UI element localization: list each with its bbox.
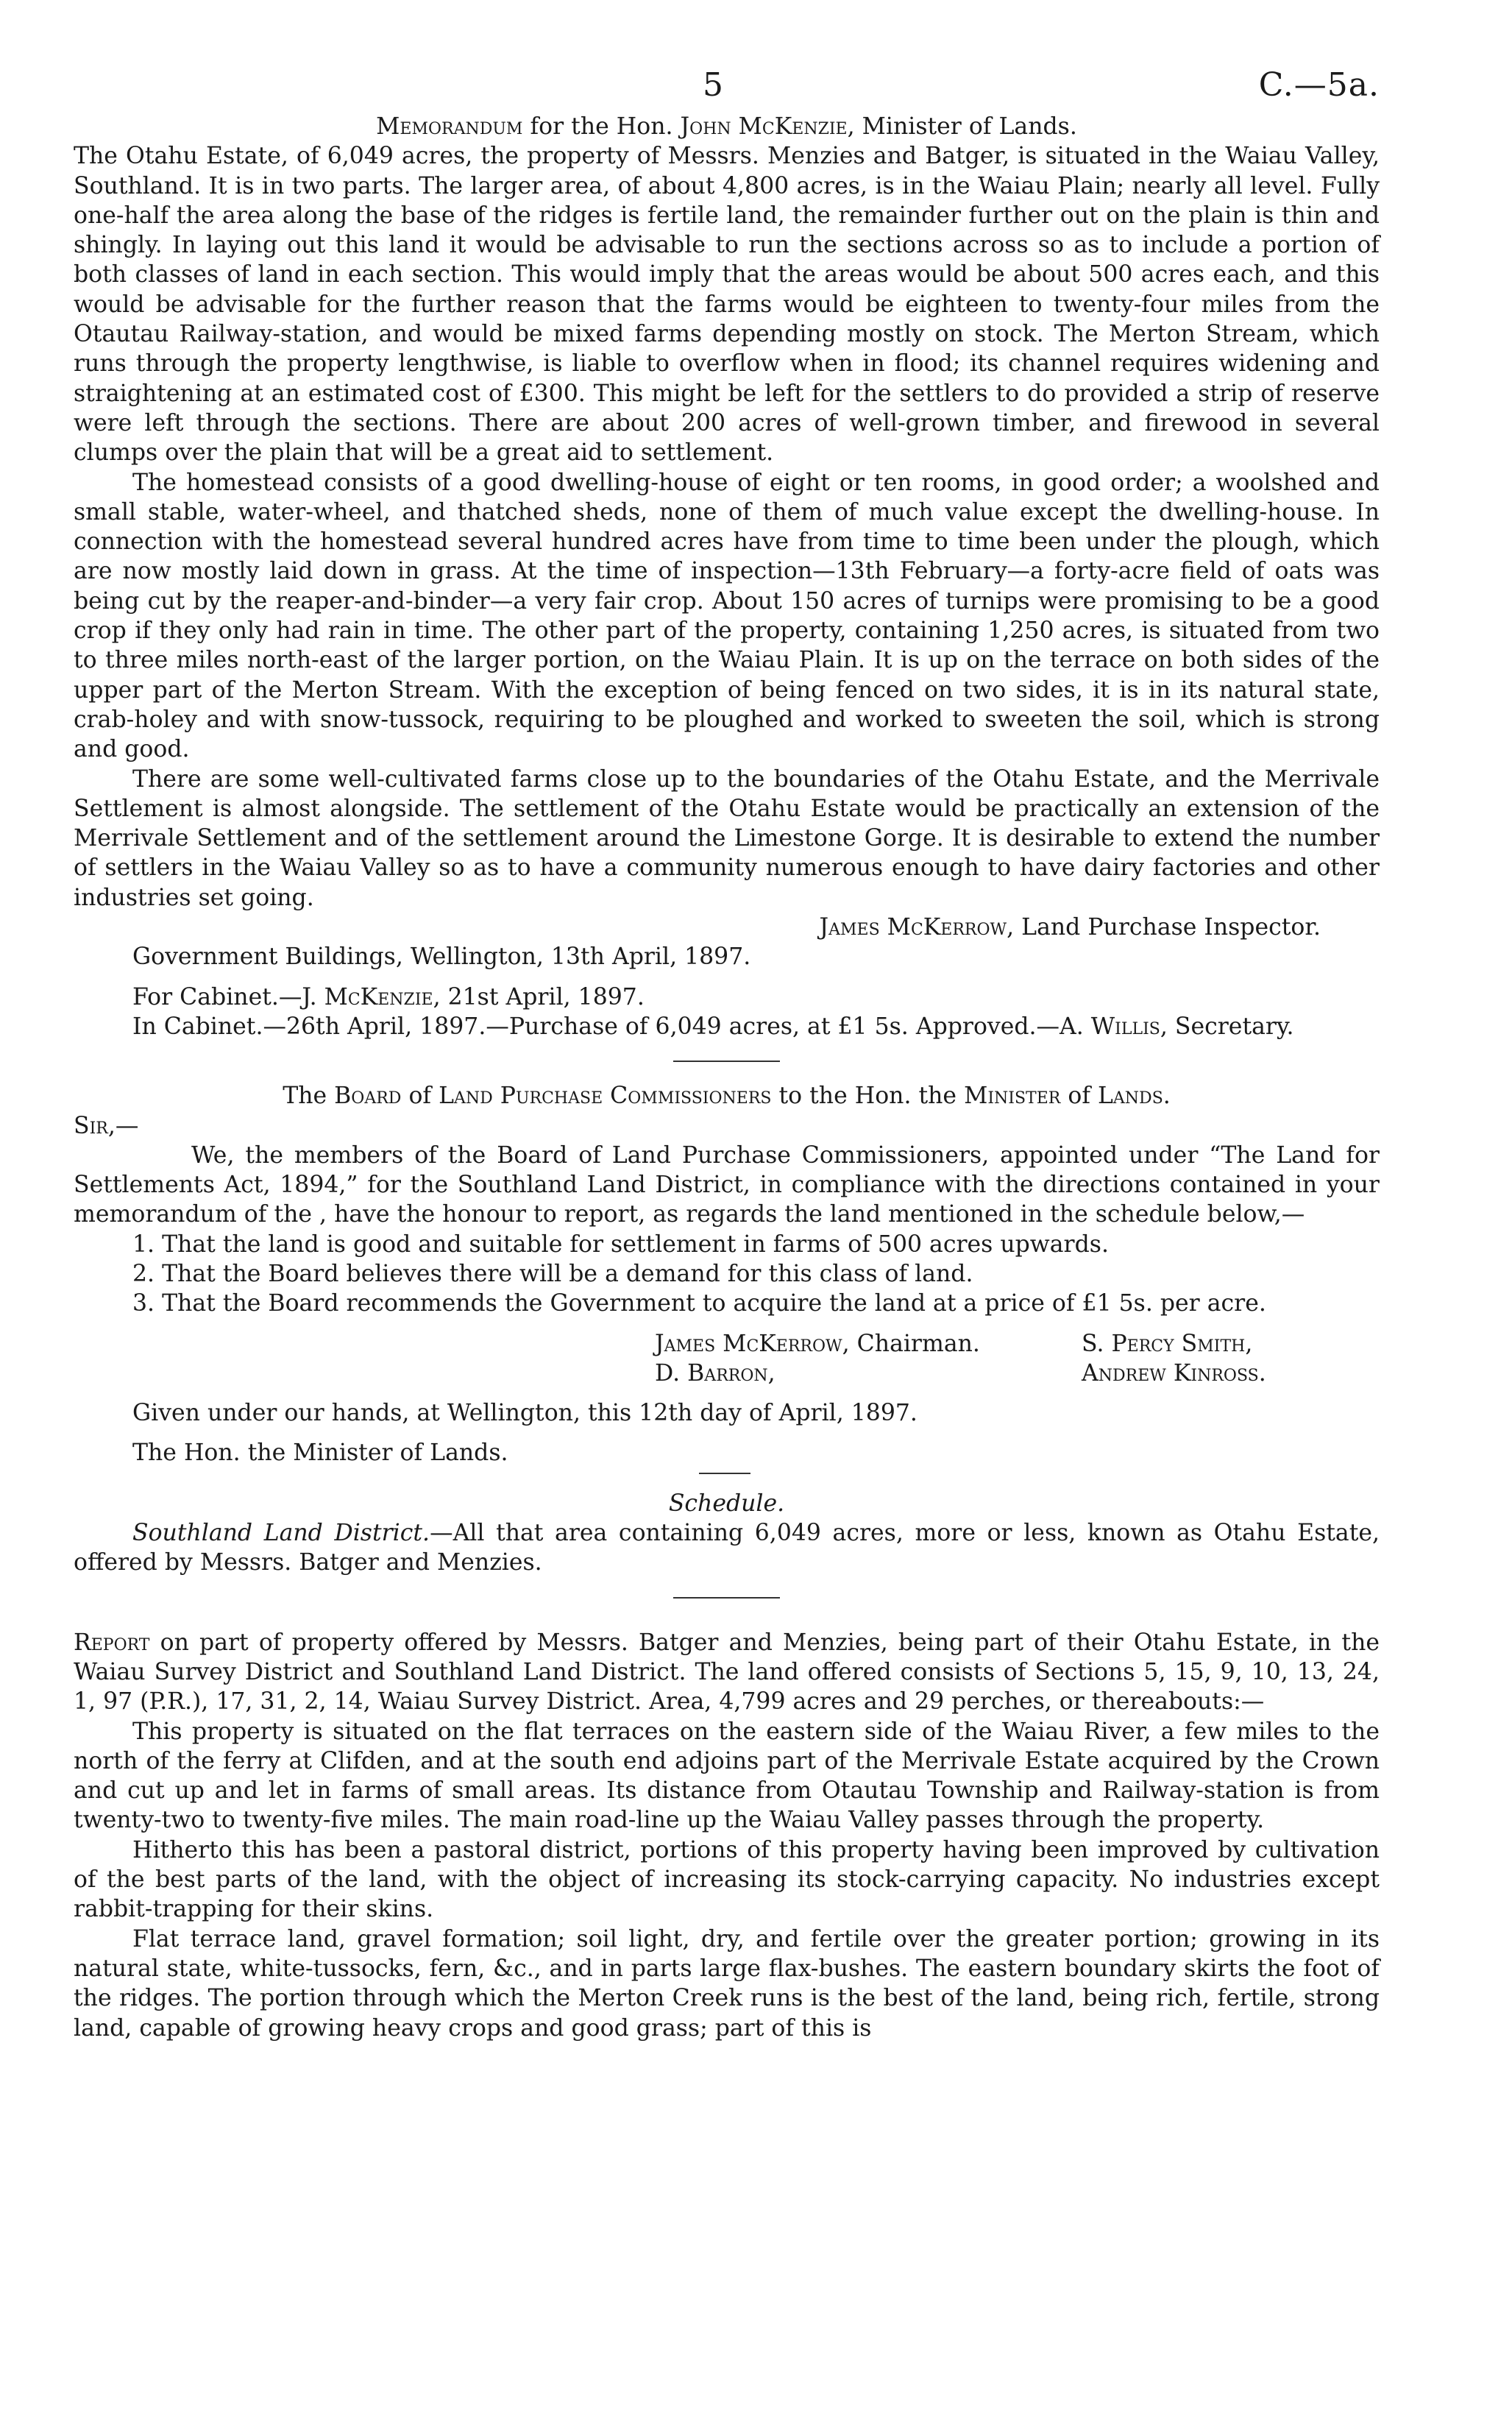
memorandum-section xyxy=(74,112,1380,1041)
kinross-name: Andrew Kinross xyxy=(1082,1359,1259,1387)
in-cabinet-line xyxy=(74,1012,1380,1041)
signature-barron xyxy=(655,1359,1082,1388)
addressee: The Hon. the Minister of Lands. xyxy=(132,1440,508,1467)
chairman-role: , Chairman. xyxy=(842,1330,980,1357)
board-intro: We, the members of the Board of Land Purchase Commissioners, appointed under “The Land for Settlements Act, 1894,” for the Southland Land District, in compliance with the directions contained in your memorandum of the , have the honour to report, as regards the land mentioned in the schedule below,— xyxy=(74,1141,1380,1228)
board-heading-lands: Lands xyxy=(1098,1083,1163,1110)
for-cabinet-name: J. McKenzie xyxy=(302,983,433,1010)
report-intro xyxy=(74,1628,1380,1717)
given-under-hands: Given under our hands, at Wellington, this 12th day of April, 1897. xyxy=(132,1400,918,1427)
section-divider-2 xyxy=(673,1597,780,1599)
page-number: 5 xyxy=(703,66,723,104)
for-cabinet-line xyxy=(74,983,1380,1012)
board-heading-pre: The xyxy=(283,1083,335,1110)
for-cabinet-lead: For Cabinet.— xyxy=(132,983,302,1010)
schedule-description: —All that area containing 6,049 acres, more or less, known as Otahu Estate, offered by Messrs. Batger and Menzies. xyxy=(74,1520,1380,1576)
board-heading-minister: Minister xyxy=(964,1083,1061,1110)
memorandum-paragraph-3: There are some well-cultivated farms close up to the boundaries of the Otahu Estate, and the Merrivale Settlement is almost alongside. The settlement of the Otahu Estate would be practically an extension of the Merrivale Settlement and of the settlement around the Limestone Gorge. It is desirable to extend the number of settlers in the Waiau Valley so as to have a community numerous enough to have dairy factories and other industries set going. xyxy=(74,765,1380,911)
in-cabinet-tail: , Secretary. xyxy=(1160,1013,1294,1040)
signature-chairman xyxy=(655,1329,1082,1359)
memorandum-heading-rest: for the Hon. xyxy=(522,113,681,140)
schedule-title: Schedule. xyxy=(668,1490,785,1517)
report-intro-text: on part of property offered by Messrs. Batger and Menzies, being part of their Otahu Estate, in the Waiau Survey District and Southland Land District. The land offered consists of Sections 5, 15, 9, 10, 13, 24, 1, 97 (P.R.), 17, 31, 2, 14, Waiau Survey District. Area, 4,799 acres and 29 perches, or thereabouts:— xyxy=(74,1629,1380,1716)
schedule-text xyxy=(74,1518,1380,1578)
board-item-3: 3. That the Board recommends the Government to acquire the land at a price of £1 5s. per acre. xyxy=(132,1290,1266,1317)
report-paragraph-1: This property is situated on the flat terraces on the eastern side of the Waiau River, a few miles to the north of the ferry at Clifden, and at the south end adjoins part of the Merrivale Estate acquired by the Crown and cut up and let in farms of small areas. Its distance from Otautau Township and Railway-station is from twenty-two to twenty-five miles. The main road-line up the Waiau Valley passes through the property. xyxy=(74,1718,1380,1834)
report-lead: Report xyxy=(74,1629,150,1656)
commissioners-signatures xyxy=(655,1329,1380,1389)
memorandum-paragraph-2: The homestead consists of a good dwelling-house of eight or ten rooms, in good order; a woolshed and small stable, water-wheel, and thatched sheds, none of them of much value except the dwelling-house. In connection with the homestead several hundred acres have from time to time been under the plough, which are now mostly laid down in grass. At the time of inspection—13th February—a forty-acre field of oats was being cut by the reaper-and-binder—a very fair crop. About 150 acres of turnips were promising to be a good crop if they only had rain in time. The other part of the property, containing 1,250 acres, is situated from two to three miles north-east of the larger portion, on the Waiau Plain. It is up on the terrace on both sides of the upper part of the Merton Stream. With the exception of being fenced on two sides, it is in its natural state, crab-holey and with snow-tussock, requiring to be ploughed and worked to sweeten the soil, which is strong and good. xyxy=(74,469,1380,763)
inspector-name: James McKerrow xyxy=(819,914,1007,941)
in-cabinet-text: In Cabinet.—26th April, 1897.—Purchase of 6,049 acres, at £1 5s. Approved.— xyxy=(132,1013,1060,1040)
memorandum-paragraph-1: The Otahu Estate, of 6,049 acres, the property of Messrs. Menzies and Batger, is situated in the Waiau Valley, Southland. It is in two parts. The larger area, of about 4,800 acres, is in the Waiau Plain; nearly all level. Fully one-half the area along the base of the ridges is fertile land, the remainder further out on the plain is thin and shingly. In laying out this land it would be advisable to run the sections across so as to include a portion of both classes of land in each section. This would imply that the areas would be about 500 acres each, and this would be advisable for the further reason that the farms would be eighteen to twenty-four miles from the Otautau Railway-station, and would be mixed farms depending mostly on stock. The Merton Stream, which runs through the property lengthwise, is liable to overflow when in flood; its channel requires widening and straightening at an estimated cost of £300. This might be left for the settlers to do provided a strip of reserve were left through the sections. There are about 200 acres of well-grown timber, and firewood in several clumps over the plain that will be a great aid to settlement. xyxy=(74,143,1380,467)
signature-kinross xyxy=(1082,1359,1266,1388)
board-heading-of: of xyxy=(401,1083,439,1110)
signature-smith xyxy=(1082,1329,1252,1359)
chairman-name: James McKerrow xyxy=(655,1330,842,1357)
board-heading-of-2: of xyxy=(1060,1083,1098,1110)
board-heading-commissioners: Land Purchase Commissioners xyxy=(439,1083,772,1110)
schedule-section xyxy=(74,1489,1380,1578)
page-header xyxy=(74,59,1380,112)
barron-name: D. Barron xyxy=(655,1359,768,1387)
section-divider xyxy=(673,1061,780,1062)
schedule-district: Southland Land District. xyxy=(132,1520,430,1547)
salutation: Sir,— xyxy=(74,1112,139,1139)
board-report-section xyxy=(74,1081,1380,1474)
board-heading-board: Board xyxy=(334,1083,402,1110)
memorandum-heading-name: John McKenzie xyxy=(680,113,848,140)
report-paragraph-3: Flat terrace land, gravel formation; soil light, dry, and fertile over the greater portion; growing in its natural state, white-tussocks, fern, &c., and in parts large flax-bushes. The eastern boundary skirts the foot of the ridges. The portion through which the Merton Creek runs is the best of the land, being rich, fertile, strong land, capable of growing heavy crops and good grass; part of this is xyxy=(74,1925,1380,2042)
memorandum-place-date: Government Buildings, Wellington, 13th April, 1897. xyxy=(132,944,751,971)
board-heading-end: . xyxy=(1163,1083,1171,1110)
document-code: C.—5a. xyxy=(1258,66,1380,104)
board-heading xyxy=(74,1081,1380,1111)
property-report-section xyxy=(74,1628,1380,2043)
board-item-1: 1. That the land is good and suitable for settlement in farms of 500 acres upwards. xyxy=(132,1231,1109,1258)
kinross-tail: . xyxy=(1258,1359,1266,1387)
inspector-signature xyxy=(74,913,1380,942)
for-cabinet-date: , 21st April, 1897. xyxy=(433,983,645,1010)
in-cabinet-name: A. Willis xyxy=(1060,1013,1160,1040)
memorandum-heading-tail: , Minister of Lands. xyxy=(847,113,1077,140)
memorandum-heading xyxy=(74,112,1380,141)
smith-name: S. Percy Smith xyxy=(1082,1330,1246,1357)
smith-tail: , xyxy=(1245,1330,1253,1357)
board-heading-mid: to the Hon. the xyxy=(771,1083,965,1110)
inspector-title: , Land Purchase Inspector. xyxy=(1007,914,1321,941)
short-divider xyxy=(699,1473,750,1474)
report-paragraph-2: Hitherto this has been a pastoral district, portions of this property having been improved by cultivation of the best parts of the land, with the object of increasing its stock-carrying capacity. No industries except rabbit-trapping for their skins. xyxy=(74,1836,1380,1923)
barron-tail: , xyxy=(767,1359,775,1387)
board-item-2: 2. That the Board believes there will be a demand for this class of land. xyxy=(132,1260,973,1287)
memorandum-heading-lead: Memorandum xyxy=(376,113,523,140)
